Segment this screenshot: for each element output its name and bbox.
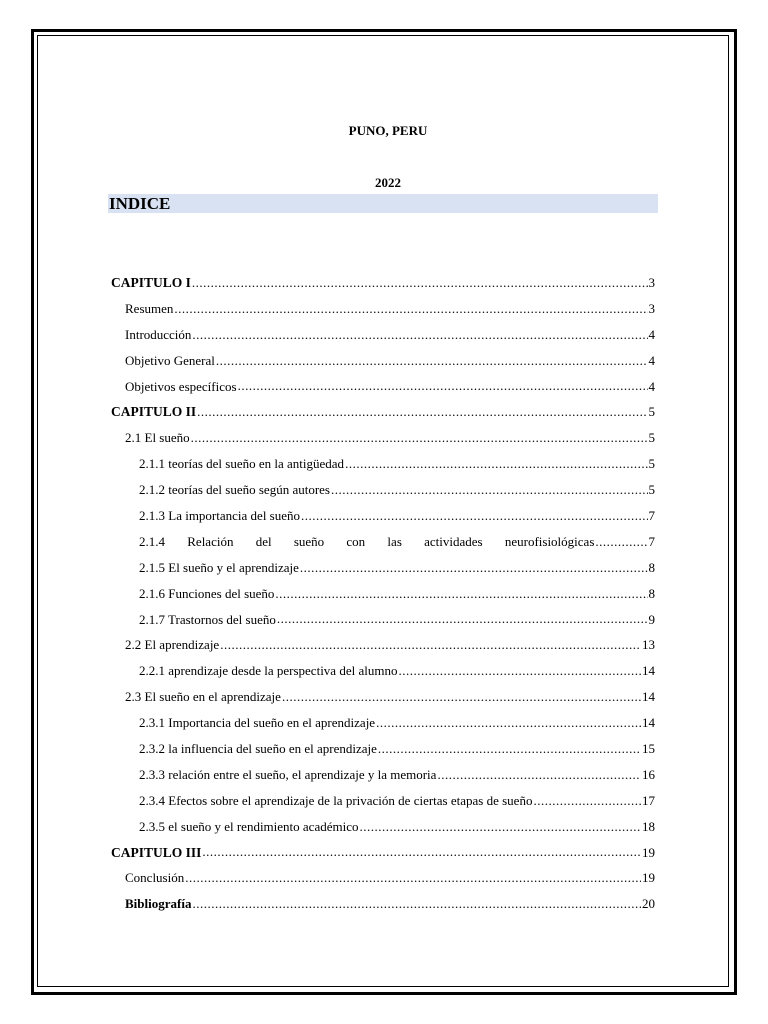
toc-entry-label: 2.1.5 El sueño y el aprendizaje — [139, 559, 299, 575]
toc-entry-label: Conclusión — [125, 870, 185, 886]
toc-entry-conclusion[interactable] — [108, 865, 655, 891]
toc-entry-2-2[interactable] — [108, 632, 655, 658]
toc-dot-leader — [376, 717, 641, 736]
toc-page-number: 19 — [642, 870, 655, 886]
toc-page-number: 13 — [642, 637, 655, 653]
toc-dot-leader — [174, 303, 647, 322]
toc-entry-label: 2.1.4 Relación del sueño con las actividades neurofisiológicas — [139, 533, 595, 549]
city-heading: PUNO, PERU — [348, 123, 428, 138]
toc-page-number: 3 — [648, 274, 655, 290]
toc-entry-label: CAPITULO III — [111, 844, 202, 860]
toc-page-number: 19 — [642, 844, 655, 860]
toc-entry-label: Resumen — [125, 300, 174, 316]
toc-dot-leader — [197, 406, 647, 425]
toc-entry-label: Introducción — [125, 326, 192, 342]
toc-entry-2-3-1[interactable] — [108, 710, 655, 736]
toc-entry-bibliografia[interactable] — [108, 891, 655, 917]
toc-entry-label: 2.3.5 el sueño y el rendimiento académico — [139, 818, 359, 834]
toc-page-number: 14 — [642, 715, 655, 731]
toc-entry-capitulo-ii[interactable] — [108, 399, 655, 425]
toc-dot-leader — [191, 432, 648, 451]
toc-entry-2-1-2[interactable] — [108, 477, 655, 503]
toc-dot-leader — [301, 510, 647, 529]
toc-page-number: 17 — [642, 792, 655, 808]
toc-dot-leader — [192, 329, 647, 348]
toc-dot-leader — [398, 665, 641, 684]
toc-dot-leader — [220, 639, 641, 658]
toc-page-number: 9 — [648, 611, 655, 627]
toc-dot-leader — [202, 846, 641, 865]
toc-page-number: 5 — [648, 430, 655, 446]
toc-page-number: 14 — [642, 663, 655, 679]
toc-entry-label: 2.1.1 teorías del sueño en la antigüedad — [139, 456, 345, 472]
toc-entry-label: 2.1.7 Trastornos del sueño — [139, 611, 276, 627]
index-title: INDICE — [108, 194, 658, 213]
toc-entry-label: 2.3.4 Efectos sobre el aprendizaje de la privación de ciertas etapas de sueño — [139, 792, 533, 808]
toc-entry-objetivos-especificos[interactable] — [108, 374, 655, 400]
toc-entry-label: 2.3.3 relación entre el sueño, el aprendizaje y la memoria — [139, 766, 437, 782]
toc-entry-2-2-1[interactable] — [108, 658, 655, 684]
toc-dot-leader — [238, 380, 648, 399]
toc-page-number: 14 — [642, 689, 655, 705]
toc-entry-label: 2.3 El sueño en el aprendizaje — [125, 689, 281, 705]
year-heading: 2022 — [375, 175, 401, 190]
toc-page-number: 4 — [648, 378, 655, 394]
toc-dot-leader — [277, 613, 648, 632]
toc-entry-2-1[interactable] — [108, 425, 655, 451]
toc-entry-2-3-5[interactable] — [108, 814, 655, 840]
toc-page-number: 18 — [642, 818, 655, 834]
toc-page-number: 7 — [648, 533, 655, 549]
toc-entry-label: Objetivo General — [125, 352, 215, 368]
toc-entry-capitulo-i[interactable] — [108, 270, 655, 296]
toc-dot-leader — [378, 743, 641, 762]
toc-page-number: 20 — [642, 896, 655, 912]
toc-entry-2-3[interactable] — [108, 684, 655, 710]
toc-entry-2-1-5[interactable] — [108, 555, 655, 581]
toc-page-number: 4 — [648, 352, 655, 368]
toc-entry-introduccion[interactable] — [108, 322, 655, 348]
toc-entry-label: Bibliografía — [125, 896, 192, 912]
toc-dot-leader — [192, 898, 641, 917]
toc-dot-leader — [437, 769, 641, 788]
toc-entry-2-1-7[interactable] — [108, 607, 655, 633]
toc-page-number: 15 — [642, 740, 655, 756]
document-page — [108, 0, 658, 1024]
toc-dot-leader — [275, 588, 647, 607]
toc-dot-leader — [359, 821, 641, 840]
toc-dot-leader — [345, 458, 647, 477]
toc-dot-leader — [282, 691, 641, 710]
toc-dot-leader — [331, 484, 648, 503]
toc-entry-resumen[interactable] — [108, 296, 655, 322]
toc-entry-label: 2.1 El sueño — [125, 430, 190, 446]
toc-entry-2-3-2[interactable] — [108, 736, 655, 762]
toc-dot-leader — [595, 536, 647, 555]
toc-entry-label: 2.1.3 La importancia del sueño — [139, 507, 301, 523]
toc-page-number: 3 — [648, 300, 655, 316]
toc-page-number: 7 — [648, 507, 655, 523]
toc-page-number: 5 — [648, 482, 655, 498]
toc-entry-label: 2.2 El aprendizaje — [125, 637, 220, 653]
toc-dot-leader — [185, 872, 641, 891]
toc-entry-label: CAPITULO II — [111, 404, 197, 420]
toc-dot-leader — [300, 562, 648, 581]
toc-page-number: 8 — [648, 559, 655, 575]
toc-entry-2-3-4[interactable] — [108, 788, 655, 814]
toc-entry-label: 2.1.6 Funciones del sueño — [139, 585, 275, 601]
toc-entry-label: 2.3.2 la influencia del sueño en el aprendizaje — [139, 740, 377, 756]
toc-entry-label: Objetivos específicos — [125, 378, 237, 394]
toc-dot-leader — [533, 795, 641, 814]
toc-entry-label: CAPITULO I — [111, 274, 191, 290]
table-of-contents — [108, 270, 655, 917]
toc-entry-2-1-6[interactable] — [108, 581, 655, 607]
toc-entry-capitulo-iii[interactable] — [108, 840, 655, 866]
toc-entry-label: 2.2.1 aprendizaje desde la perspectiva del alumno — [139, 663, 398, 679]
toc-page-number: 16 — [642, 766, 655, 782]
toc-entry-label: 2.1.2 teorías del sueño según autores — [139, 482, 330, 498]
toc-page-number: 5 — [648, 456, 655, 472]
toc-page-number: 8 — [648, 585, 655, 601]
toc-entry-2-1-1[interactable] — [108, 451, 655, 477]
toc-page-number: 5 — [648, 404, 655, 420]
toc-entry-2-1-4[interactable] — [108, 529, 655, 555]
toc-page-number: 4 — [648, 326, 655, 342]
toc-entry-2-3-3[interactable] — [108, 762, 655, 788]
toc-entry-2-1-3[interactable] — [108, 503, 655, 529]
toc-dot-leader — [192, 277, 648, 296]
toc-dot-leader — [216, 355, 648, 374]
toc-entry-label: 2.3.1 Importancia del sueño en el aprendizaje — [139, 715, 376, 731]
toc-entry-objetivo-general[interactable] — [108, 348, 655, 374]
